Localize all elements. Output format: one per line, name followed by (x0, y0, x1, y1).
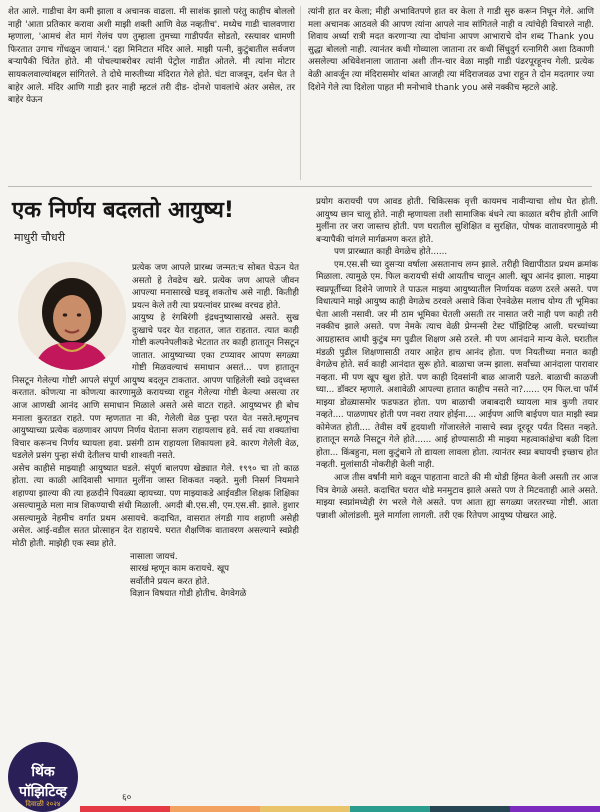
paragraph: एम.एस.सी च्या दुसऱ्या वर्षाला असतानाच लग्न झाले. तरीही विद्यापीठात प्रथम क्रमांक मिळाला. त्यामुळे एम. फिल करायची संधी आयतीच चालून आली. खूप आनंद झाला. माझ्या स्वप्नपूर्तीच्या दिशेने जाणारे ते पाऊल माझ्या आयुष्यातील निर्णायक वळण ठरले असते. पण विधात्याने माझे आयुष्य काही वेगळेच ठरवले असावे किंवा ऐनवेळेस मलाच योग्य ती भूमिका घेता आली नसावी. जर मी ठाम भूमिका घेतली असती तर नासात जरी नाही पण काही तरी नक्कीच झाले असते. पण नेमके त्याच वेळी प्रेग्नन्सी टेस्ट पॉझिटिव्ह आली. घरच्यांच्या आग्रहास्तव आधी कुटुंब मग पुढील शिक्षण असे ठरले. मी पण आनंदाने मान्य केले. घरातील मंडळी पुढील शिक्षणासाठी तयार आहेत हाच आनंद होता. पण नियतीच्या मनात काही वेगळेच होते. सर्व काही आनंदात सुरू होते. बाळाचा जन्म झाला. सर्वांच्या आनंदाला पारावार नव्हता. मी पण खूप खुश होते. पण काही दिवसांनी बाळ आजारी पडले. बाळाची काळजी घ्या... डॉक्टर म्हणाले. अशावेळी आपल्या हातात काहीच नसते ना?...... एम फिल.चा फॉर्म माझ्या डोळ्यासमोर फडफडत होता. पण बाळाची जबाबदारी घ्यायला मात्र कुणी तयार नव्हते.... पाळणाघर होती पण नवरा तयार होईना.... आईपण आणि बाईपण यात माझी स्वप्न कोमेजत होती.... तेवीस वर्षे हृदयाशी गोंजारलेले नासाचे स्वप्न दूरदूर पर्यंत दिसत नव्हते. हातातून सगळे निसटून गेले होते...... आई होण्यासाठी मी माझ्या महत्वाकांक्षेचा बळी दिला होता... किंबहुना, मला कुटुंबाने तो द्यायला लावला होता. त्यानंतर स्वप्न बघायची इच्छाच होत नव्हती. मुलांसाठी नोकरीही केली नाही. (316, 259, 598, 471)
previous-article-continued-right: त्यांनी हात वर केला; मीही अभावितपणे हात वर केला ते गाडी सुरु करून निघून गेले. आणि मला अचानक आठवले की आपण त्यांना आपले नाव सांगितले नाही व त्यांचेही विचारले नाही. शिवाय अर्ध्या रात्री मदत करणाऱ्या त्या दोघांना आपण आभाराचे दोन शब्द Thank you सुद्धा बोललो नाही. त्यानंतर कधी गोव्याला जाताना तर कधी सिंधुदुर्ग रत्नागिरी अशा ठिकाणी असलेल्या अधिवेशनाला जाताना अशी तीन-चार वेळा माझी गाडी पंढरपूरहूनच गेली. प्रत्येक वेळी आवर्जून त्या मंदिरासमोर थांबत आजही त्या मंदिराजवळ उभा राहून ते दोन मदतगार ज्या दिशेने गेले त्या दिशेला पाहत मी मनोभावे thank you असे नक्कीच म्हटले आहे. (308, 7, 594, 93)
paragraph: पण प्रारब्धात काही वेगळेच होते...... (334, 247, 448, 258)
paragraph: प्रयोग करायची पण आवड होती. चिकित्सक वृत्ती कायमच नावीन्याचा शोध घेत होती. आयुष्य छान चालू होते. नाही म्हणायला तशी सामाजिक बंधने त्या काळात बरीच होती आणि मुलींना तर जरा जास्तच होती. पण घरातील सुशिक्षित व सुरक्षित, पोषक वातावरणामुळे मी बऱ्यापैकी चांगले मार्गक्रमण करत होते. (316, 197, 598, 245)
logo-line-2: पॉझिटिव्ह (19, 784, 67, 800)
right-column (316, 196, 598, 522)
column-divider (300, 6, 301, 180)
paragraph: प्रत्येक जण आपले प्रारब्ध जन्मत:च सोबत घेऊन येत असतो हे तेवढेच खरे. प्रत्येक जण आपले जीवन आपल्या मनासारखे घडवू शकतोच असे नाही. कितीही प्रयत्न केले तरी त्या प्रयत्नांवर प्रारब्ध वरचढ होते. (132, 263, 299, 311)
paragraph: असेच काहीसे माझ्याही आयुष्यात घडले. संपूर्ण बालपण खेड्यात गेले. १९९० चा तो काळ होता. त्या काळी आदिवासी भागात मुलींना जास्त शिकवत नव्हते. मुली निसर्ग नियमाने शहाण्या झाल्या की त्या हळदीने पिवळ्या व्हायच्या. पण माझ्याकडे आईवडील शिक्षक शिक्षिका असल्यामुळे मला मात्र शिकण्याची संधी मिळाली. अगदी बी.एस.सी, एम.एस.सी. झाले. हुशार असल्यामुळे नेहमीच वर्गात प्रथम असायचे. कदाचित, वासरात लंगडी गाय शहाणी असेही असेल. आई-वडील सतत प्रोत्साहन देत राहायचे. घरात शैक्षणिक वातावरण असल्याने स्वप्नेही मोठी होती. माझेही एक स्वप्न होते. (12, 463, 299, 550)
paragraph-tail-line: सारखं म्हणून काम करायचे. खूप (130, 564, 230, 575)
left-column (12, 262, 299, 601)
section-rule (8, 186, 592, 187)
paragraph: आयुष्य हे रंगबिरंगी इंद्रधनुष्यासारखे असते. सुख दुःखाचे पदर येत राहतात, जात राहतात. त्यात काही गोष्टी कल्पनेपलीकडे भेटतात तर काही हातातून निसटून जातात. आयुष्याच्या एका टप्प्यावर आपण सगळ्या गोष्टी मिळवल्याचं समाधान असतं... पण हातातून निसटून गेलेल्या गोष्टी आपले संपूर्ण आयुष्य बदलून टाकतात. आपण पाहिलेली स्वप्ने उद्ध्वस्त करतात. कोणत्या ना कोणत्या कारणामुळे करायच्या राहून गेलेल्या गोष्टी केल्या असत्या तर आज आणखी आनंद आणि समाधान मिळाले असते असे वाटत राहते. आयुष्यभर ही बोच मनाला कुरतडत राहते. पण म्हणतात ना की, गेलेली वेळ पुन्हा परत येत नसते.म्हणूनच आयुष्याच्या प्रत्येक वळणावर आपण निर्णय घेताना सजग राहायलाच हवे. सर्व त्या शक्यतांचा विचार करूनच निर्णय घ्यायला हवा. प्रसंगी ठाम राहायला शिकायला हवे. कारण गेलेली वेळ, घडलेले प्रसंग पुन्हा संधी देतीलच याची शाश्वती नसते. (12, 313, 299, 462)
paragraph-tail-line: सर्वोतीने प्रयत्न करत होते. (130, 576, 210, 587)
article-author: माधुरी चौधरी (14, 231, 65, 244)
paragraph-tail-line: विज्ञान विषयात गोडी होतीच. वेगवेगळे (130, 589, 247, 600)
logo-line-1: थिंक (31, 764, 55, 780)
page-number: ६० (122, 793, 132, 803)
paragraph: आज तीस वर्षांनी मागे वळून पाहताना वाटते की मी थोडी हिंमत केली असती तर आज चित्र वेगळे असते. कदाचित घरात थोडे मनमुटाव झाले असते पण ते मिटवताही आले असते. माझ्या स्वप्नांमध्येही रंग भरले गेले असते. पण आता ह्या सगळ्या जरतरच्या गोष्टी. आता पन्नाशी ओलांडली. मुले मार्गाला लागली. तरी एक रितेपण आयुष्य पोखरत आहे. (316, 473, 598, 521)
decorative-color-strip (80, 806, 600, 812)
previous-article-continued-left: शेत आले. गाडीचा वेग कमी झाला व अचानक वाढला. मी साशंक झालो परंतु काहीच बोललो नाही 'आता प्रतिकार करावा अशी माझी शक्ती आणि वेळ नव्हतीच'. मध्येच गाडी चालवणारा म्हणाला, 'आमचं शेत मागं गेलंच पण तुम्हाला तुमच्या गाडीपर्यंत सोडतो, रस्त्यावर धामणी फिरतात उगाच गोंधळून जायानं.' दहा मिनिटात मंदिर आले. माझी पत्नी, कुटुंबातील सर्वजण बऱ्यापैकी चिंतेत होते. मी पोचल्याबरोबर त्यांनी पेट्रोल गाडीत ओतले. मी त्यांना मोटार सायकलवाल्यांबद्दल सांगितले. ते दोघे मारुतीच्या मंदिरात गेले होते. घंटा वाजवून, दर्शन घेत ते बाहेर आले. मंदिर आणि गाडी इतर नाही म्हटलं तरी दीड- दोनशे पावलांचे अंतर असेल, तर बाहेर येऊन (8, 7, 295, 106)
paragraph-tail-line: नासाला जायचं. (130, 551, 178, 562)
logo-year: दिवाळी २०२४ (25, 800, 61, 808)
article-title: एक निर्णय बदलतो आयुष्य! (12, 198, 234, 223)
